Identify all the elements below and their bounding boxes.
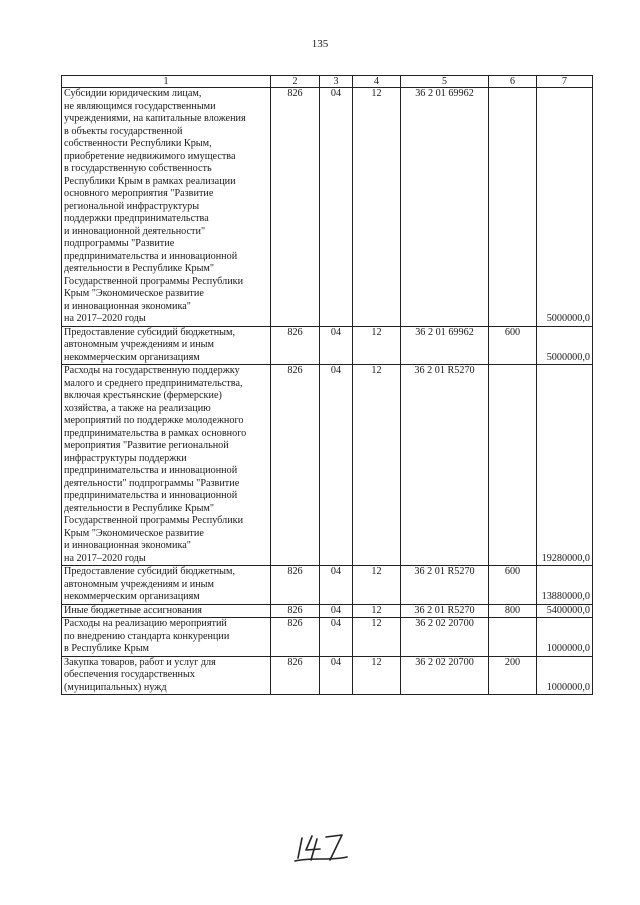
target-article-code-cell: 36 2 02 20700 [401,618,489,657]
description-line: Крым "Экономическое развитие [64,527,204,539]
description-line: поддержки предпринимательства [64,213,209,224]
table-row [62,604,593,618]
row-description [62,326,271,365]
header-cell: 6 [489,76,537,88]
section-code-cell: 04 [320,365,353,566]
row-description [62,656,271,695]
description-line: Предоставление субсидий бюджетным, [64,326,236,338]
target-article-code-cell: 36 2 02 20700 [401,656,489,695]
handwritten-page-mark [292,830,350,864]
description-line: в Республике Крым [64,643,150,654]
amount-cell: 5000000,0 [537,326,593,365]
description-line: хозяйства, а также на реализацию [64,402,211,414]
description-line: некоммерческим организациям [64,591,200,602]
expense-type-code-cell [489,618,537,657]
ministry-code-cell: 826 [271,656,320,695]
row-description [62,365,271,566]
description-line: автономным учреждениям и иным [64,578,214,590]
row-description [62,618,271,657]
description-line: собственности Республики Крым, [64,138,212,149]
section-code-cell: 04 [320,88,353,327]
ministry-code-cell: 826 [271,566,320,605]
description-line: включая крестьянские (фермерские) [64,390,222,401]
page-number: 135 [311,38,329,50]
description-line: Предоставление субсидий бюджетным, [64,566,236,577]
description-line: Крым "Экономическое развитие [64,288,204,299]
subsection-code-cell: 12 [353,604,401,618]
row-description [62,604,271,618]
section-code-cell: 04 [320,326,353,365]
amount-cell: 13880000,0 [537,566,593,605]
row-description [62,88,271,327]
expense-type-code-cell: 600 [489,566,537,605]
subsection-code-cell: 12 [353,365,401,566]
description-line: в государственную собственность [64,163,212,174]
subsection-code-cell: 12 [353,656,401,695]
ministry-code-cell: 826 [271,88,320,327]
description-line: деятельности в Республике Крым" [64,263,215,274]
description-line: подпрограммы "Развитие [64,238,175,249]
description-line: Государственной программы Республики [64,275,244,287]
amount-cell: 1000000,0 [537,618,593,657]
description-line: приобретение недвижимого имущества [64,150,236,162]
header-cell: 3 [320,76,353,88]
section-code-cell: 04 [320,604,353,618]
description-line: предпринимательства и инновационной [64,465,238,476]
target-article-code-cell: 36 2 01 69962 [401,88,489,327]
description-line: Республики Крым в рамках реализации [64,175,236,187]
section-code-cell: 04 [320,566,353,605]
table-row [62,618,593,657]
description-line: обеспечения государственных [64,669,195,680]
expense-type-code-cell: 600 [489,326,537,365]
target-article-code-cell: 36 2 01 R5270 [401,604,489,618]
table-row [62,326,593,365]
target-article-code-cell: 36 2 01 R5270 [401,365,489,566]
description-line: инфраструктуры поддержки [64,452,187,464]
target-article-code-cell: 36 2 01 R5270 [401,566,489,605]
description-line: автономным учреждениям и иным [64,339,214,350]
description-line: и инновационная экономика" [64,540,191,551]
header-cell: 4 [353,76,401,88]
target-article-code-cell: 36 2 01 69962 [401,326,489,365]
description-line: мероприятий по поддержке молодежного [64,415,244,426]
description-line: Расходы на государственную поддержку [64,365,240,376]
description-line: предпринимательства в рамках основного [64,427,247,439]
header-cell: 2 [271,76,320,88]
description-line: деятельности" подпрограммы "Развитие [64,477,240,489]
subsection-code-cell: 12 [353,88,401,327]
budget-table [61,75,593,695]
table-row [62,365,593,566]
ministry-code-cell: 826 [271,618,320,657]
header-cell: 5 [401,76,489,88]
row-description [62,566,271,605]
description-line: деятельности в Республике Крым" [64,502,215,514]
description-line: в объекты государственной [64,125,183,137]
description-line: не являющимся государственными [64,100,216,112]
header-cell: 7 [537,76,593,88]
description-line: некоммерческим организациям [64,351,200,363]
description-line: Закупка товаров, работ и услуг для [64,656,216,668]
description-line: Государственной программы Республики [64,515,244,526]
table-row [62,656,593,695]
subsection-code-cell: 12 [353,618,401,657]
section-code-cell: 04 [320,656,353,695]
expense-type-code-cell: 800 [489,604,537,618]
description-line: (муниципальных) нужд [64,681,167,693]
subsection-code-cell: 12 [353,566,401,605]
description-line: Расходы на реализацию мероприятий [64,618,227,629]
expense-type-code-cell [489,365,537,566]
table-row [62,566,593,605]
description-line: предпринимательства и инновационной [64,490,238,501]
amount-cell: 19280000,0 [537,365,593,566]
description-line: малого и среднего предпринимательства, [64,377,243,389]
description-line: региональной инфраструктуры [64,200,200,212]
header-cell: 1 [62,76,271,88]
description-line: предпринимательства и инновационной [64,250,238,262]
description-line: Иные бюджетные ассигнования [64,604,202,616]
subsection-code-cell: 12 [353,326,401,365]
description-line: учреждениями, на капитальные вложения [64,113,246,124]
table-row [62,88,593,327]
expense-type-code-cell [489,88,537,327]
description-line: на 2017–2020 годы [64,552,146,564]
ministry-code-cell: 826 [271,365,320,566]
table-header-row [62,76,593,88]
description-line: и инновационная экономика" [64,300,191,312]
description-line: мероприятия "Развитие региональной [64,440,229,451]
description-line: Субсидии юридическим лицам, [64,88,202,99]
description-line: основного мероприятия "Развитие [64,188,214,199]
description-line: на 2017–2020 годы [64,313,146,324]
expense-type-code-cell: 200 [489,656,537,695]
ministry-code-cell: 826 [271,604,320,618]
section-code-cell: 04 [320,618,353,657]
amount-cell: 5400000,0 [537,604,593,618]
amount-cell: 1000000,0 [537,656,593,695]
amount-cell: 5000000,0 [537,88,593,327]
description-line: и инновационной деятельности" [64,225,206,237]
description-line: по внедрению стандарта конкуренции [64,630,230,642]
ministry-code-cell: 826 [271,326,320,365]
